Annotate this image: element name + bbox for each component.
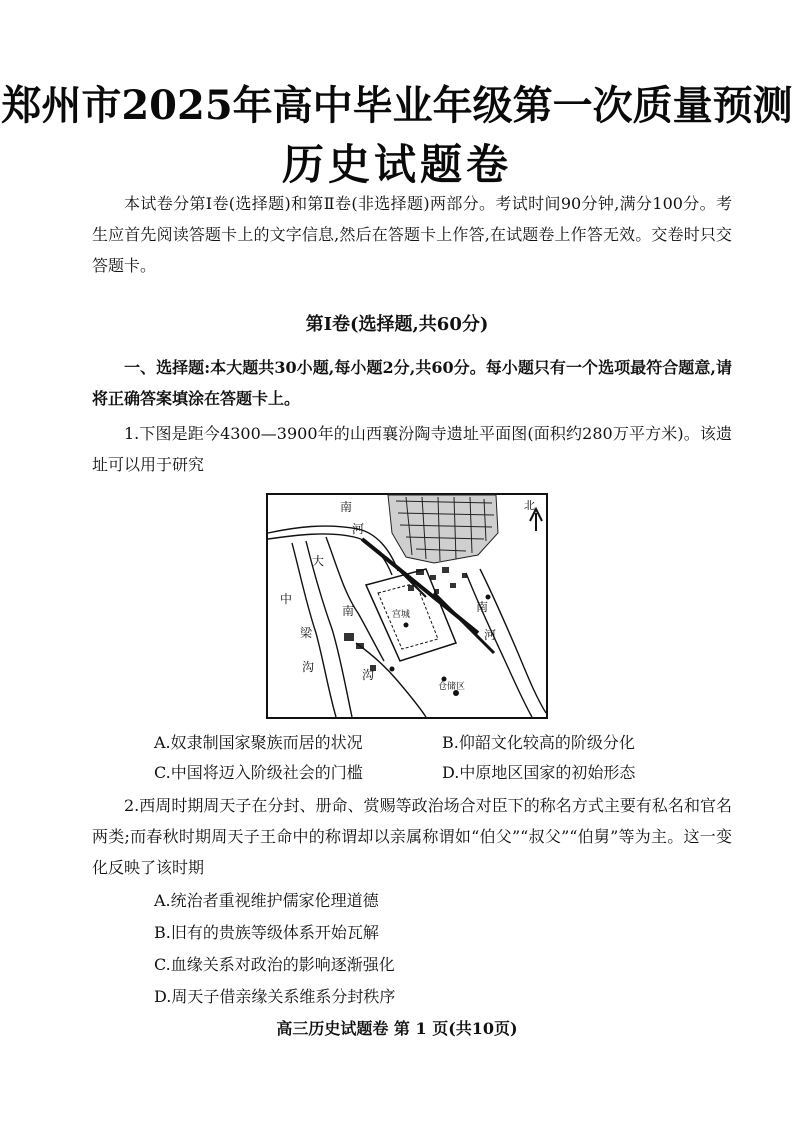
question-2-option-a[interactable]: A.统治者重视维护儒家伦理道德 <box>154 891 379 910</box>
intro-paragraph: 本试卷分第Ⅰ卷(选择题)和第Ⅱ卷(非选择题)两部分。考试时间90分钟,满分100分。考生应首先阅读答题卡上的文字信息,然后在答题卡上作答,在试题卷上作答无效。交卷时只交答题卡。 <box>92 194 732 275</box>
page-footer: 高三历史试题卷 第 1 页(共10页) <box>276 1019 518 1038</box>
map-label-liang: 梁 <box>300 626 313 640</box>
map-label-storage: 仓储区 <box>438 682 466 692</box>
map-label-he-1: 河 <box>352 522 365 536</box>
exam-title: 郑州市2025年高中毕业年级第一次质量预测 <box>1 82 793 129</box>
map-label-gou-2: 沟 <box>362 668 375 682</box>
question-1-stem: 1.下图是距今4300—3900年的山西襄汾陶寺遗址平面图(面积约280万平方米)。该遗址可以用于研究 <box>92 424 732 474</box>
map-label-zhong: 中 <box>280 592 293 606</box>
question-2-option-d[interactable]: D.周天子借亲缘关系维系分封秩序 <box>154 987 396 1006</box>
map-label-gou-1: 沟 <box>302 660 315 674</box>
question-2-option-c[interactable]: C.血缘关系对政治的影响逐渐强化 <box>154 955 395 974</box>
map-label-nan-3: 南 <box>342 604 355 618</box>
map-label-palace: 宫城 <box>392 610 411 620</box>
instruction-paragraph: 一、选择题:本大题共30小题,每小题2分,共60分。每小题只有一个选项最符合题意,请将正确答案填涂在答题卡上。 <box>92 358 732 408</box>
map-label-he-2: 河 <box>484 628 497 642</box>
question-1-option-c[interactable]: C.中国将迈入阶级社会的门槛 <box>154 763 363 782</box>
taosi-site-map <box>266 493 548 719</box>
section-title: 第Ⅰ卷(选择题,共60分) <box>305 314 489 335</box>
question-2-stem: 2.西周时期周天子在分封、册命、赏赐等政治场合对臣下的称名方式主要有私名和官名两类;而春秋时期周天子王命中的称谓却以亲属称谓如“伯父”“叔父”“伯舅”等为主。这一变化反映了该时期 <box>92 796 732 877</box>
question-2-option-b[interactable]: B.旧有的贵族等级体系开始瓦解 <box>154 923 379 942</box>
map-label-nan-2: 南 <box>476 600 489 614</box>
question-1-option-d[interactable]: D.中原地区国家的初始形态 <box>442 763 636 782</box>
map-label-da: 大 <box>312 554 325 568</box>
map-label-nan-1: 南 <box>340 500 353 514</box>
question-1-option-a[interactable]: A.奴隶制国家聚族而居的状况 <box>154 733 363 752</box>
exam-subtitle: 历史试题卷 <box>281 140 512 189</box>
question-1-option-b[interactable]: B.仰韶文化较高的阶级分化 <box>442 733 635 752</box>
north-label: 北 <box>524 499 535 512</box>
